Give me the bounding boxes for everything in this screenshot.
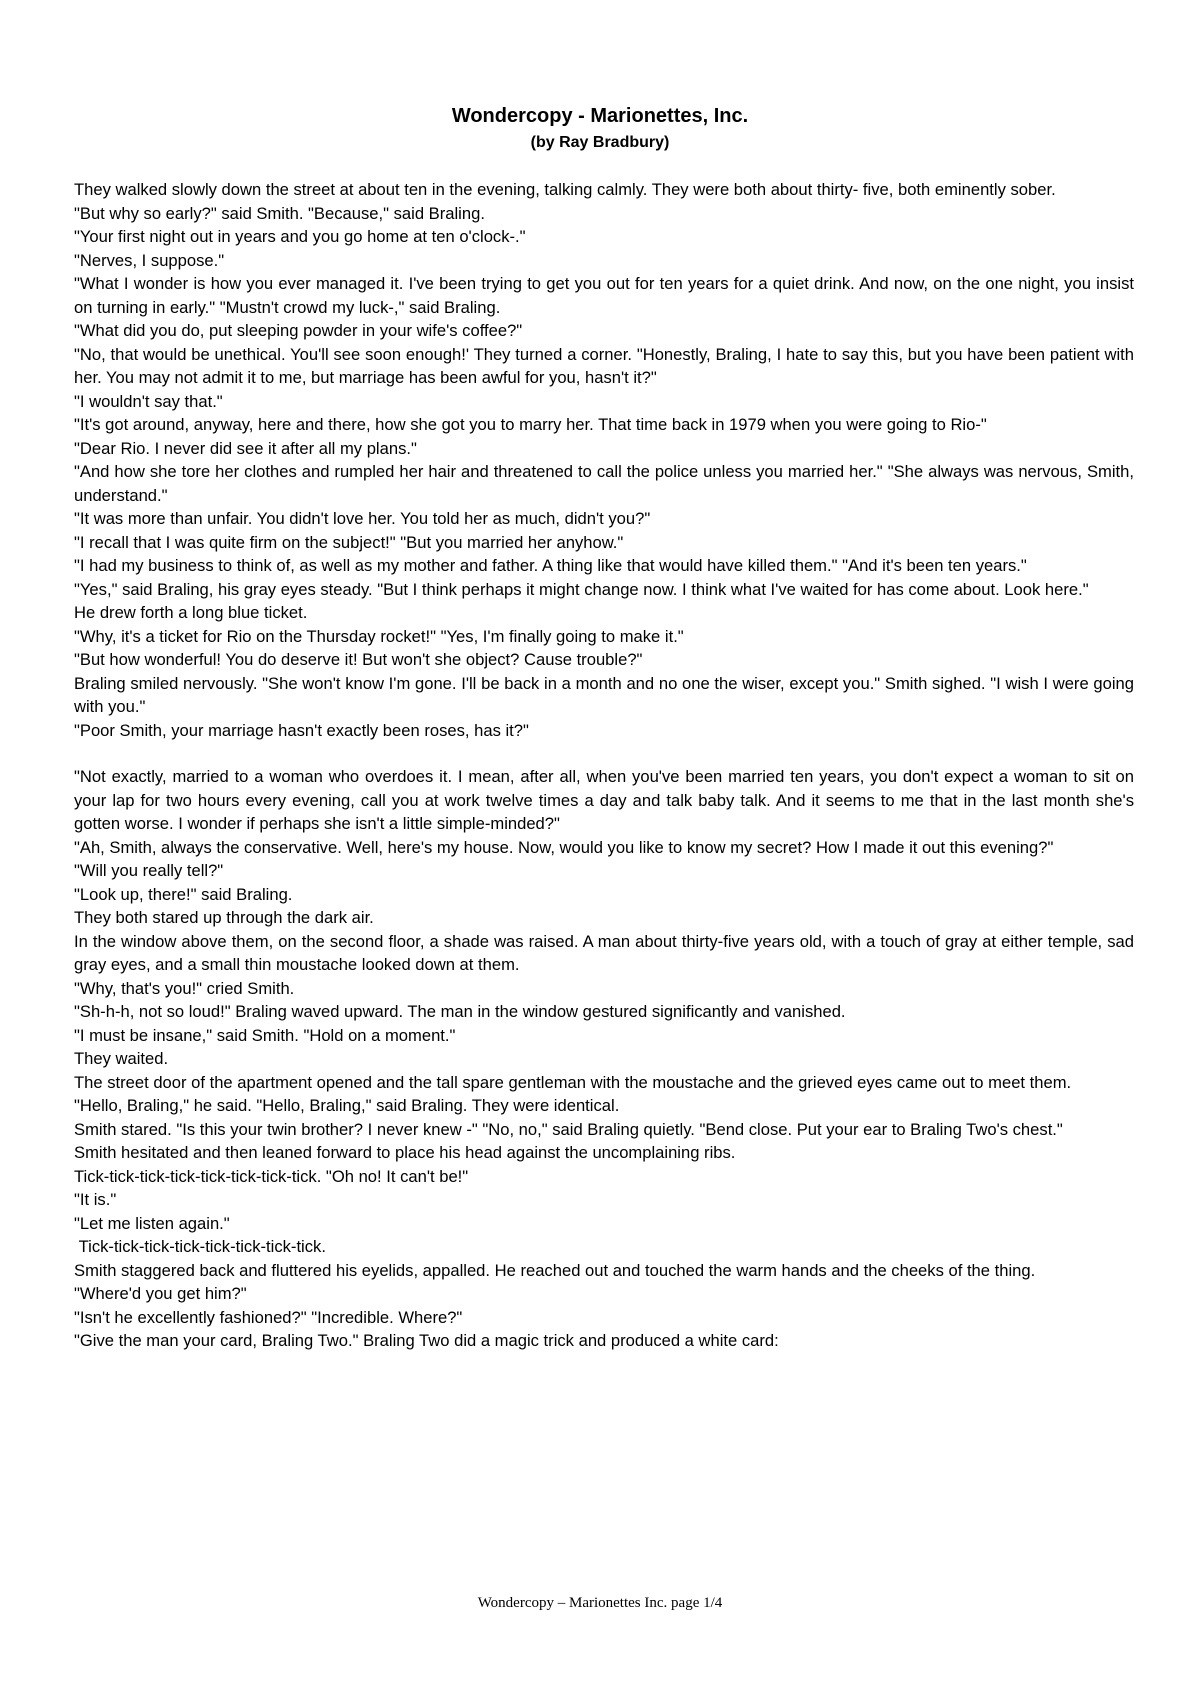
paragraph: "I had my business to think of, as well as my mother and father. A thing like that would have killed them." "And it's been ten years." (74, 556, 1027, 575)
paragraph: "Yes," said Braling, his gray eyes steady. "But I think perhaps it might change now. I think what I've waited for has come about. Look here." (74, 579, 1089, 599)
paragraph: Smith hesitated and then leaned forward to place his head against the uncomplaining ribs. (74, 1143, 736, 1162)
paragraph: "I recall that I was quite firm on the subject!" "But you married her anyhow." (74, 532, 624, 552)
paragraph: Tick-tick-tick-tick-tick-tick-tick-tick. "Oh no! It can't be!" (74, 1166, 469, 1186)
paragraph: "Where'd you get him?" (74, 1284, 247, 1303)
paragraph: "No, that would be unethical. You'll see soon enough!' They turned a corner. "Honestly, Braling, I hate to say this, but you have been patient with her. You may not admit it to me, but marriage has been awful for you, hasn't it?" (74, 344, 1134, 387)
paragraph: "Will you really tell?" (74, 861, 224, 880)
paragraph: "Your first night out in years and you go home at ten o'clock-." (74, 227, 526, 246)
paragraph: "And how she tore her clothes and rumpled her hair and threatened to call the police unless you married her." "She always was nervous, Smith, understand." (74, 462, 1134, 505)
paragraph: "Let me listen again." (74, 1213, 230, 1233)
paragraph: "Hello, Braling," he said. "Hello, Braling," said Braling. They were identical. (74, 1096, 620, 1115)
paragraph: "Nerves, I suppose." (74, 250, 225, 270)
paragraph: "Why, that's you!" cried Smith. (74, 978, 295, 998)
paragraph: "But why so early?" said Smith. "Because," said Braling. (74, 203, 485, 223)
paragraph: "Poor Smith, your marriage hasn't exactly been roses, has it?" (74, 720, 529, 740)
page-footer: Wondercopy – Marionettes Inc. page 1/4 (477, 1595, 723, 1611)
paragraph: "Give the man your card, Braling Two." Braling Two did a magic trick and produced a white card: (74, 1331, 779, 1350)
paragraph: "Dear Rio. I never did see it after all my plans." (74, 438, 417, 458)
paragraph: "It's got around, anyway, here and there, how she got you to marry her. That time back in 1979 when you were going to Rio-" (74, 415, 987, 434)
paragraph: "It was more than unfair. You didn't love her. You told her as much, didn't you?" (74, 509, 651, 528)
paragraph: The street door of the apartment opened and the tall spare gentleman with the moustache and the grieved eyes came out to meet them. (74, 1072, 1072, 1092)
paragraph: "But how wonderful! You do deserve it! But won't she object? Cause trouble?" (74, 650, 643, 669)
paragraph: He drew forth a long blue ticket. (74, 603, 308, 622)
paragraph: "What I wonder is how you ever managed it. I've been trying to get you out for ten years for a quiet drink. And now, on the one night, you insist on turning in early." "Mustn't crowd my luck-," said Braling. (74, 274, 1134, 317)
document-title: Wondercopy - Marionettes, Inc. (451, 105, 749, 127)
paragraph: "Look up, there!" said Braling. (74, 884, 293, 904)
paragraph: "I wouldn't say that." (74, 391, 223, 411)
paragraph: They waited. (74, 1049, 169, 1068)
paragraph: "I must be insane," said Smith. "Hold on a moment." (74, 1025, 456, 1045)
document-subtitle: (by Ray Bradbury) (530, 134, 670, 151)
paragraph: Smith staggered back and fluttered his eyelids, appalled. He reached out and touched the warm hands and the cheeks of the thing. (74, 1260, 1036, 1280)
paragraph: "Ah, Smith, always the conservative. Well, here's my house. Now, would you like to know my secret? How I made it out this evening?" (74, 837, 1054, 857)
paragraph: Smith stared. "Is this your twin brother? I never knew -" "No, no," said Braling quietly. "Bend close. Put your ear to Braling Two's chest." (74, 1119, 1063, 1139)
paragraph: They both stared up through the dark air. (74, 908, 374, 927)
paragraph: Braling smiled nervously. "She won't know I'm gone. I'll be back in a month and no one the wiser, except you." Smith sighed. "I wish I were going with you." (74, 673, 1134, 716)
document-body (74, 178, 1134, 1353)
paragraph: Tick-tick-tick-tick-tick-tick-tick-tick. (74, 1237, 326, 1256)
paragraph: In the window above them, on the second floor, a shade was raised. A man about thirty-five years old, with a touch of gray at either temple, sad gray eyes, and a small thin moustache looked down at them. (74, 931, 1134, 974)
paragraph: "Isn't he excellently fashioned?" "Incredible. Where?" (74, 1307, 463, 1327)
paragraph: "Sh-h-h, not so loud!" Braling waved upward. The man in the window gestured significantly and vanished. (74, 1002, 846, 1021)
paragraph: They walked slowly down the street at about ten in the evening, talking calmly. They were both about thirty- five, both eminently sober. (74, 180, 1056, 199)
paragraph: "Why, it's a ticket for Rio on the Thursday rocket!" "Yes, I'm finally going to make it." (74, 626, 684, 646)
paragraph: "Not exactly, married to a woman who overdoes it. I mean, after all, when you've been married ten years, you don't expect a woman to sit on your lap for two hours every evening, call you at work twelve times a day and talk baby talk. And it seems to me that in the last month she's gotten worse. I wonder if perhaps she isn't a little simple-minded?" (74, 767, 1134, 833)
paragraph: "What did you do, put sleeping powder in your wife's coffee?" (74, 321, 523, 340)
paragraph: "It is." (74, 1190, 117, 1209)
